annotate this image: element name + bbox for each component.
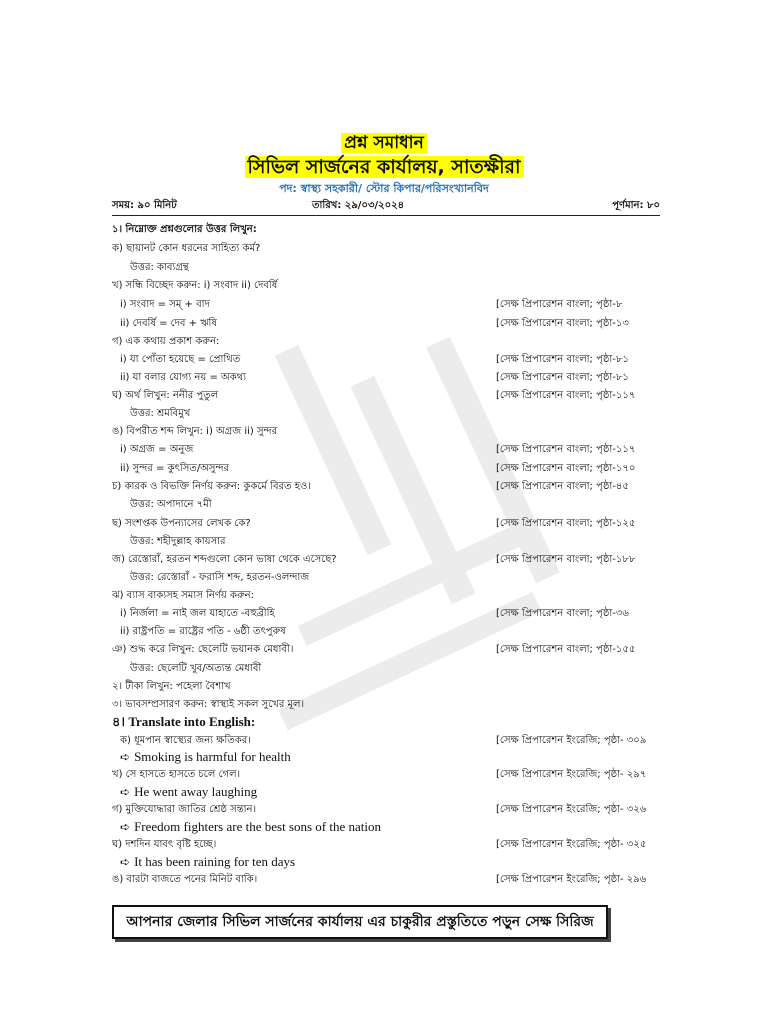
question-text: He went away laughing [134,784,258,799]
question-line [130,570,309,587]
exam-marks: পূর্ণমান: ৮০ [612,200,660,211]
question-text: উত্তর: ছেলেটি খুব/অত্যন্ত মেধাবী [130,663,262,674]
question-line [112,837,216,854]
question-text: i) নির্জলা = নাই জল যাহাতে -বহুব্রীহি [120,608,275,619]
question-line [112,679,231,696]
question-text: চ) কারক ও বিভক্তি নির্ণয় করুন: কুকর্মে বিরত হও। [112,481,311,492]
question-line [112,697,304,714]
question-line [130,661,261,678]
question-line [112,552,337,569]
reference-note: [সেক্ষ প্রিপারেশন বাংলা; পৃষ্ঠা-১৮৮ [496,554,636,565]
question-text: ছ) সংশপ্তক উপন্যাসের লেখক কে? [112,518,251,529]
question-line [120,370,246,387]
question-text: ২। টীকা লিখুন: পহেলা বৈশাখ [112,681,231,692]
question-text: উত্তর: অপাদানে ৭মী [130,499,212,510]
question-text: উত্তর: রেস্তোরাঁ - ফরাসি শব্দ, হরতন-ওলন্দাজ [130,572,310,583]
question-text: গ) এক কথায় প্রকাশ করুন: [112,336,220,347]
exam-meta [112,198,660,214]
question-text: It has been raining for ten days [134,854,296,869]
reference-note: [সেক্ষ প্রিপারেশন বাংলা; পৃষ্ঠা-১৭০ [496,463,636,474]
question-line [120,819,381,835]
question-line [120,749,291,765]
reference-note: [সেক্ষ প্রিপারেশন বাংলা; পৃষ্ঠা-৮১ [496,372,629,383]
question-line [120,784,257,800]
question-text: ১। নিম্নোক্ত প্রশ্নগুলোর উত্তর লিখুন: [112,224,257,235]
question-text: Freedom fighters are the best sons of the nation [134,819,381,834]
question-text: Smoking is harmful for health [134,749,291,764]
question-line [130,260,189,277]
question-text: ঘ) অর্থ লিখুন: ননীর পুতুল [112,390,219,401]
question-line [120,442,193,459]
question-text: ৪। Translate into English: [112,714,256,729]
reference-note: [সেক্ষ প্রিপারেশন ইংরেজি; পৃষ্ঠা- ২৯৭ [496,769,647,780]
reference-note: [সেক্ষ প্রিপারেশন বাংলা; পৃষ্ঠা-১১৭ [496,390,636,401]
reference-note: [সেক্ষ প্রিপারেশন বাংলা; পৃষ্ঠা-১১৭ [496,444,636,455]
question-text: খ) সন্ধি বিচ্ছেদ করুন: i) সংবাদ ii) দেবর্ষি [112,280,278,291]
question-line [130,534,226,551]
question-line [120,352,240,369]
question-line [120,316,217,333]
question-text: ii) রাষ্ট্রপতি = রাষ্ট্রের পতি - ৬ষ্ঠী তৎপুরুষ [120,626,286,637]
right-hand-arrow-icon: ➪ [120,750,131,764]
question-line [112,713,255,734]
question-line [112,222,257,239]
question-line [112,767,240,784]
question-text: i) যা পোঁতা হয়েছে = প্রোথিত [120,354,241,365]
exam-date: তারিখ: ২৯/০৩/২০২৪ [312,200,405,211]
reference-note: [সেক্ষ প্রিপারেশন বাংলা; পৃষ্ঠা-১২৫ [496,518,636,529]
reference-note: [সেক্ষ প্রিপারেশন ইংরেজি; পৃষ্ঠা- ৩০৯ [496,735,647,746]
question-text: উত্তর: শ্রমবিমুখ [130,408,191,419]
question-text: ঙ) বারটা বাজতে পনের মিনিট বাকি। [112,874,258,885]
question-text: ৩। ভাবসম্প্রসারণ করুন: স্বাস্থ্যই সকল সুখের মূল। [112,699,305,710]
question-text: গ) মুক্তিযোদ্ধারা জাতির শ্রেষ্ঠ সন্তান। [112,804,257,815]
reference-note: [সেক্ষ প্রিপারেশন বাংলা; পৃষ্ঠা-১৩ [496,318,629,329]
question-text: i) সংবাদ = সম্ + বাদ [120,299,210,310]
question-text: ক) ছায়ানট কোন ধরনের সাহিত্য কর্ম? [112,243,261,254]
question-line [112,241,260,258]
question-line [120,297,210,314]
question-line [112,424,277,441]
question-line [112,278,277,295]
footer-banner: আপনার জেলার সিভিল সার্জনের কার্যালয় এর চাকুরীর প্রস্তুতিতে পড়ুন সেক্ষ সিরিজ [112,905,608,939]
right-hand-arrow-icon: ➪ [120,855,131,869]
reference-note: [সেক্ষ প্রিপারেশন বাংলা; পৃষ্ঠা-১৫৫ [496,644,636,655]
question-line [112,872,257,889]
header-divider [112,215,660,216]
question-text: ii) সুন্দর = কুৎসিত/অসুন্দর [120,463,229,474]
question-line [112,802,256,819]
question-line [120,624,286,641]
reference-note: [সেক্ষ প্রিপারেশন বাংলা; পৃষ্ঠা-৮ [496,299,623,310]
question-line [112,334,219,351]
reference-note: [সেক্ষ প্রিপারেশন বাংলা; পৃষ্ঠা-৮১ [496,354,629,365]
question-text: ii) দেবর্ষি = দেব + ঋষি [120,318,217,329]
question-line [120,606,275,623]
question-line [130,406,190,423]
post-line: পদ: স্বাস্থ্য সহকারী/ স্টোর কিপার/পরিসংখ্যানবিদ [279,182,489,195]
right-hand-arrow-icon: ➪ [120,785,131,799]
question-text: ঝ) ব্যাস বাক্যসহ সমাস নির্ণয় করুন: [112,590,254,601]
question-line [120,461,229,478]
question-line [112,388,218,405]
question-text: i) অগ্রজ = অনুজ [120,444,194,455]
right-hand-arrow-icon: ➪ [120,820,131,834]
question-line [112,588,254,605]
exam-title: প্রশ্ন সমাধান [0,130,768,158]
question-line [130,497,212,514]
question-text: ঙ) বিপরীত শব্দ লিখুন: i) অগ্রজ ii) সুন্দর [112,426,278,437]
question-text: উত্তর: শহীদুল্লাহ কায়সার [130,536,226,547]
question-text: ক) ধূমপান স্বাস্থ্যের জন্য ক্ষতিকর। [120,735,251,746]
reference-note: [সেক্ষ প্রিপারেশন ইংরেজি; পৃষ্ঠা- ৩২৫ [496,839,647,850]
reference-note: [সেক্ষ প্রিপারেশন ইংরেজি; পৃষ্ঠা- ৩২৬ [496,804,647,815]
question-text: খ) সে হাসতে হাসতে চলে গেল। [112,769,241,780]
reference-note: [সেক্ষ প্রিপারেশন বাংলা; পৃষ্ঠা-৩৬ [496,608,629,619]
office-title: সিভিল সার্জনের কার্যালয়, সাতক্ষীরা [0,153,768,185]
reference-note: [সেক্ষ প্রিপারেশন ইংরেজি; পৃষ্ঠা- ২৯৬ [496,874,647,885]
question-line [112,479,311,496]
question-text: উত্তর: কাব্যগ্রন্থ [130,262,189,273]
exam-time: সময়: ৯০ মিনিট [112,200,177,211]
question-line [112,642,293,659]
question-text: ঘ) দশদিন যাবৎ বৃষ্টি হচ্ছে। [112,839,217,850]
question-text: জ) রেস্তোরাঁ, হরতন শব্দগুলো কোন ভাষা থেকে এসেছে? [112,554,337,565]
question-text: ii) যা বলার যোগ্য নয় = অকথ্য [120,372,247,383]
question-text: ঞ) শুদ্ধ করে লিখুন: ছেলেটি ভয়ানক মেধাবী। [112,644,294,655]
reference-note: [সেক্ষ প্রিপারেশন বাংলা; পৃষ্ঠা-৪৫ [496,481,629,492]
question-line [120,733,251,750]
question-line [120,854,295,870]
question-line [112,516,251,533]
